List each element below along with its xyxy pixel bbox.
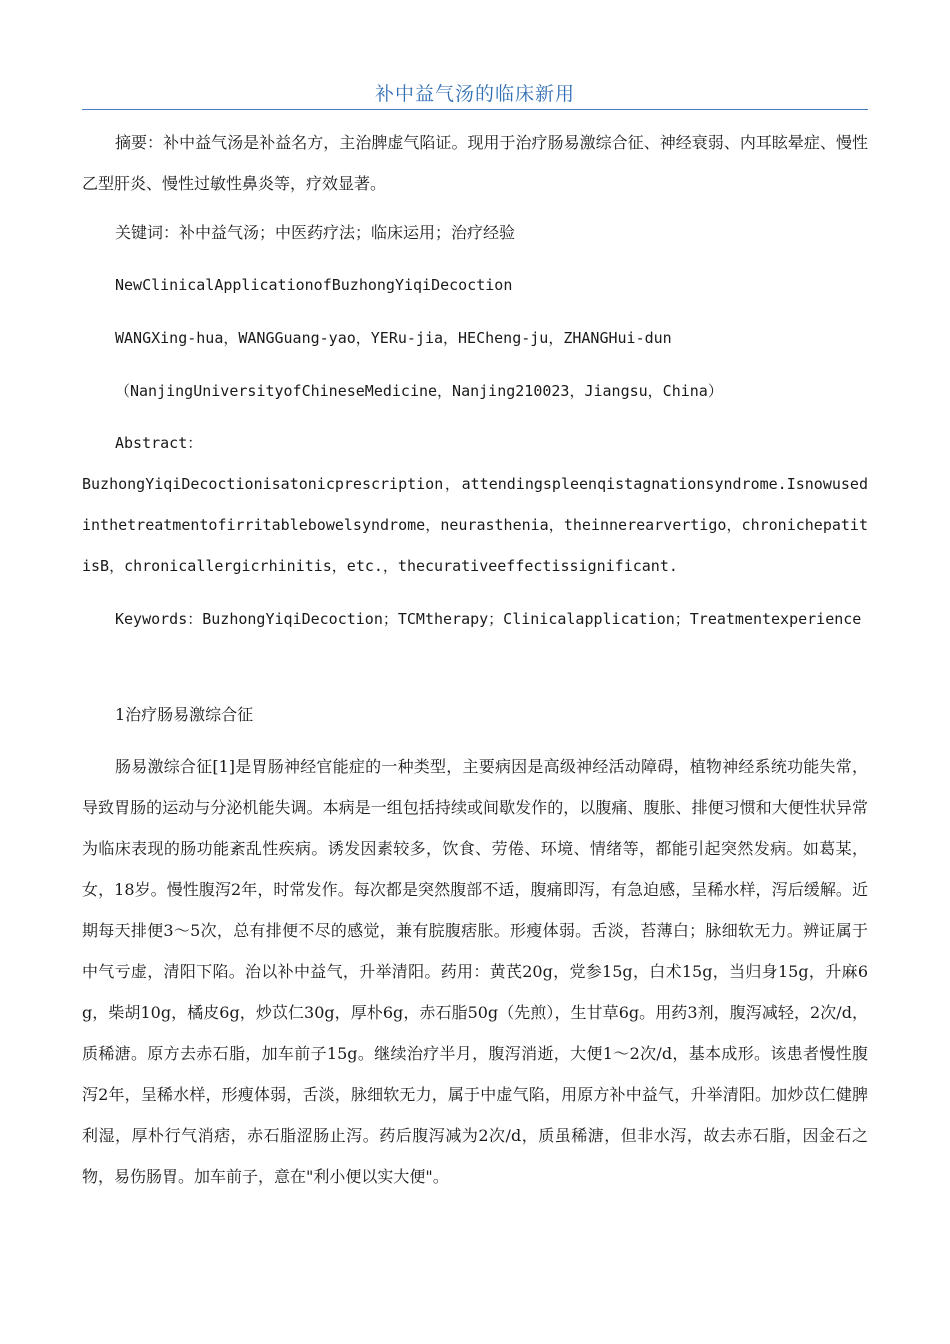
document-title: 补中益气汤的临床新用	[374, 83, 575, 105]
affiliation-en: （NanjingUniversityofChineseMedicine，Nanjing210023，Jiangsu，China）	[115, 382, 723, 400]
section-heading: 1治疗肠易激综合征	[115, 705, 254, 724]
authors-en: WANGXing-hua，WANGGuang-yao，YERu-jia，HECheng-ju，ZHANGHui-dun	[115, 329, 672, 347]
abstract-label-en: Abstract：	[115, 434, 203, 452]
title-en: NewClinicalApplicationofBuzhongYiqiDecoction	[115, 276, 513, 294]
keywords-cn: 关键词：补中益气汤；中医药疗法；临床运用；治疗经验	[115, 223, 516, 242]
title-rule	[82, 109, 868, 110]
keywords-en: Keywords：BuzhongYiqiDecoction；TCMtherapy；Clinicalapplication；Treatmentexperience	[115, 610, 862, 628]
abstract-cn: 摘要：补中益气汤是补益名方，主治脾虚气陷证。现用于治疗肠易激综合征、神经衰弱、内耳眩晕症、慢性乙型肝炎、慢性过敏性鼻炎等，疗效显著。	[82, 133, 868, 193]
section-body: 肠易激综合征[1]是胃肠神经官能症的一种类型，主要病因是高级神经活动障碍，植物神经系统功能失常，导致胃肠的运动与分泌机能失调。本病是一组包括持续或间歇发作的，以腹痛、腹胀、排便习惯和大便性状异常为临床表现的肠功能紊乱性疾病。诱发因素较多，饮食、劳倦、环境、情绪等，都能引起突然发病。如葛某，女，18岁。慢性腹泻2年，时常发作。每次都是突然腹部不适，腹痛即泻，有急迫感，呈稀水样，泻后缓解。近期每天排便3～5次，总有排便不尽的感觉，兼有脘腹痞胀。形瘦体弱。舌淡，苔薄白；脉细软无力。辨证属于中气亏虚，清阳下陷。治以补中益气，升举清阳。药用：黄芪20g，党参15g，白术15g，当归身15g，升麻6g，柴胡10g，橘皮6g，炒苡仁30g，厚朴6g，赤石脂50g（先煎），生甘草6g。用药3剂，腹泻减轻，2次/d，质稀溏。原方去赤石脂，加车前子15g。继续治疗半月，腹泻消逝，大便1～2次/d，基本成形。该患者慢性腹泻2年，呈稀水样，形瘦体弱，舌淡，脉细软无力，属于中虚气陷，用原方补中益气，升举清阳。加炒苡仁健脾利湿，厚朴行气消痞，赤石脂涩肠止泻。药后腹泻减为2次/d，质虽稀溏，但非水泻，故去赤石脂，因金石之物，易伤肠胃。加车前子，意在"利小便以实大便"。	[82, 757, 868, 1186]
abstract-en: BuzhongYiqiDecoctionisatonicprescription，attendingspleenqistagnationsyndrome.Isnowusedinthetreatmentofirritablebowelsyndrome，neurasthenia，theinnerearvertigo，chronichepatitisB，chronicallergicrhinitis，etc.，thecurativeeffectissignificant.	[82, 475, 868, 575]
